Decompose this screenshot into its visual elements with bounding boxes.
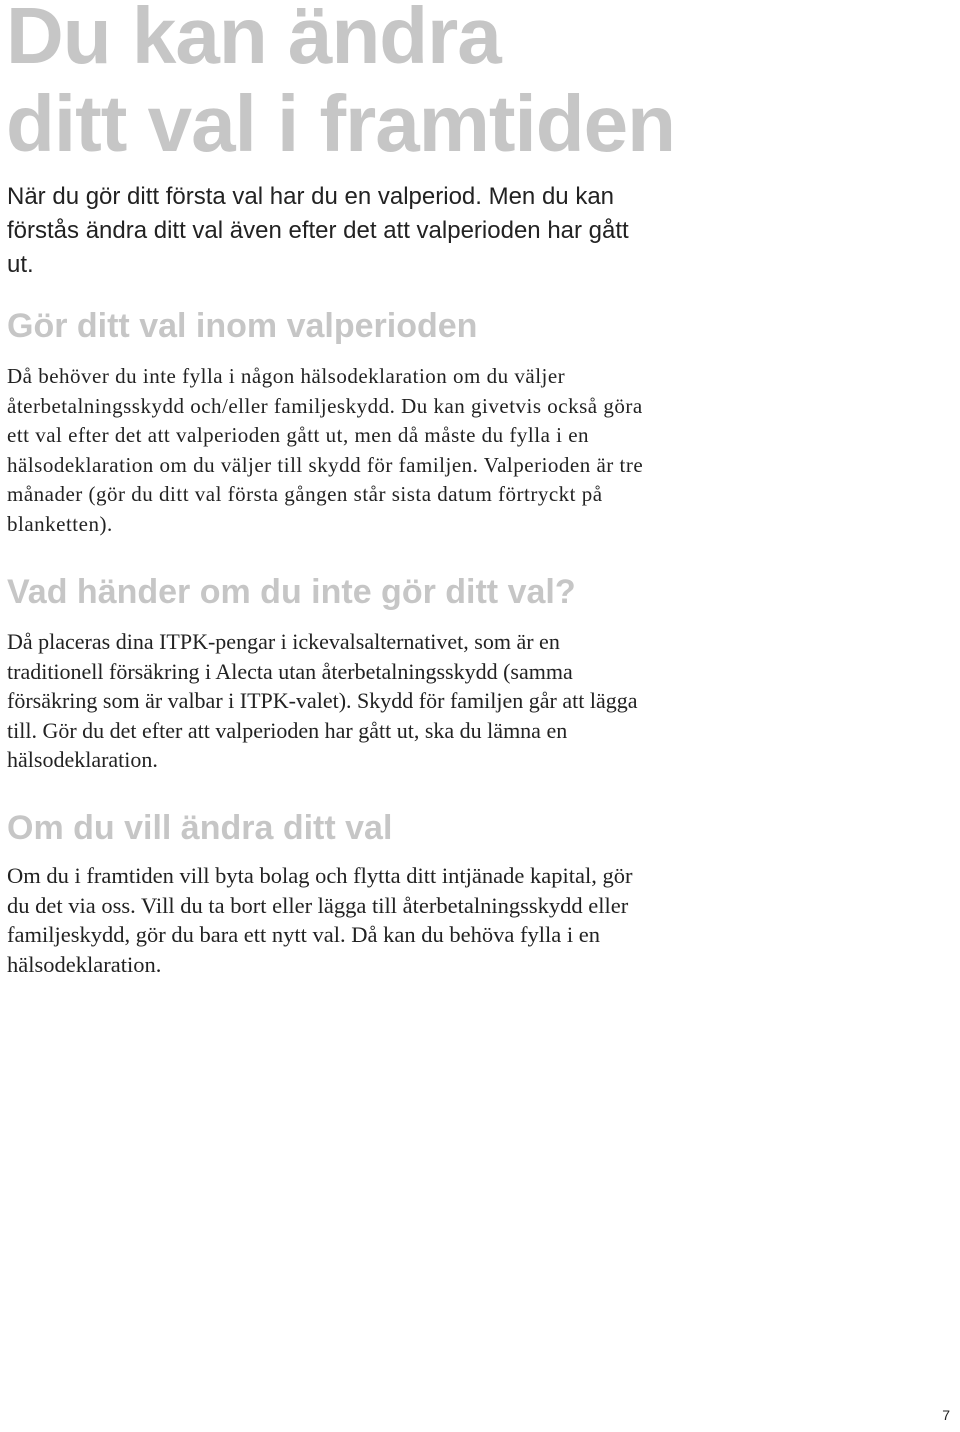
- page-title-line-1: Du kan ändra: [6, 0, 501, 80]
- section-body-andra-val: Om du i framtiden vill byta bolag och flytta ditt intjänade kapital, gör du det via oss. Vill du ta bort eller lägga till återbetalningsskydd eller familjeskydd, gör du bara ett nytt val. Då kan du behöva fylla i en hälsodeklaration.: [7, 863, 633, 977]
- section-heading-andra-val: Om du vill ändra ditt val: [7, 809, 393, 847]
- page-title: [6, 0, 675, 168]
- intro-paragraph: När du gör ditt första val har du en valperiod. Men du kan förstås ändra ditt val även efter det att valperioden har gått ut.: [7, 183, 629, 278]
- section-body-valperioden: Då behöver du inte fylla i någon hälsodeklaration om du väljer återbetalningsskydd och/eller familjeskydd. Du kan givetvis också göra ett val efter det att valperioden gått ut, men då måste du fylla i en hälsodeklaration om du väljer till skydd för familjen. Valperioden är tre månader (gör du ditt val första gången står sista datum förtryckt på blanketten).: [7, 364, 644, 536]
- section-body-inget-val: Då placeras dina ITPK-pengar i ickevalsalternativet, som är en traditionell försäkring i Alecta utan återbetalningsskydd (samma försäkring som är valbar i ITPK-valet). Skydd för familjen går att lägga till. Gör du det efter att valperioden har gått ut, ska du lämna en hälsodeklaration.: [7, 629, 638, 772]
- section-heading-inget-val: Vad händer om du inte gör ditt val?: [7, 573, 576, 611]
- section-heading-valperioden: Gör ditt val inom valperioden: [7, 307, 478, 345]
- page-title-line-2: ditt val i framtiden: [6, 79, 675, 168]
- page-number: 7: [942, 1407, 950, 1423]
